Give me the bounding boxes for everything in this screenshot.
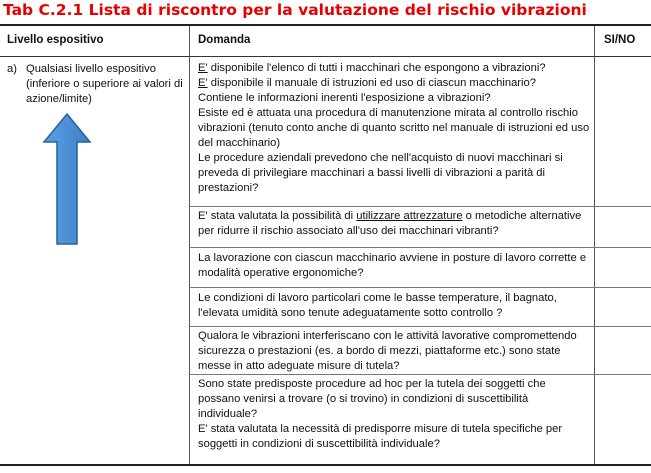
- row-divider: [189, 247, 651, 248]
- header-domanda: Domanda: [198, 34, 251, 46]
- question-line: E' disponibile il manuale di istruzioni ed uso di ciascun macchinario?: [198, 77, 536, 89]
- header-si-no: SI/NO: [604, 34, 636, 46]
- question-cell-5: Qualora le vibrazioni interferiscano con le attività lavorative compromettendo sicurezza o prestazioni (es. a bordo di mezzi, piattaforme etc.) sono state messe in atto adeguate misure di tutela?: [198, 330, 577, 372]
- question-cell-3: La lavorazione con ciascun macchinario avviene in posture di lavoro corrette e modalità operative ergonomiche?: [198, 252, 587, 279]
- column-divider: [189, 26, 190, 464]
- question-cell-2: E' stata valutata la possibilità di utilizzare attrezzature o metodiche alternative per ridurre il rischio associato all'uso dei macchinari vibranti?: [198, 210, 582, 237]
- header-divider: [0, 56, 651, 57]
- bottom-rule: [0, 464, 651, 466]
- question-line: Esiste ed è attuata una procedura di manutenzione mirata al controllo rischio vibrazioni (tenuto conto anche di quanto scritto nel manuale di istruzioni ed uso del macchinario): [198, 107, 590, 149]
- header-livello: Livello espositivo: [7, 34, 104, 46]
- page-title: Tab C.2.1 Lista di riscontro per la valutazione del rischio vibrazioni: [3, 1, 587, 19]
- level-label: a): [7, 63, 17, 75]
- question-cell-1: [198, 61, 590, 196]
- up-arrow-icon: [42, 112, 92, 246]
- question-cell-4: Le condizioni di lavoro particolari come le basse temperature, il bagnato, l'elevata umidità sono tenute adeguatamente sotto controllo ?: [198, 292, 557, 319]
- row-divider: [189, 206, 651, 207]
- row-divider: [189, 374, 651, 375]
- top-rule: [0, 24, 651, 26]
- question-line: Contiene le informazioni inerenti l'esposizione a vibrazioni?: [198, 92, 491, 104]
- question-line: E' disponibile l'elenco di tutti i macchinari che espongono a vibrazioni?: [198, 62, 546, 74]
- row-divider: [189, 326, 651, 327]
- question-line: Le procedure aziendali prevedono che nell'acquisto di nuovi macchinari si preveda di privilegiare macchinari a bassi livelli di vibrazioni a parità di prestazioni?: [198, 152, 563, 194]
- question-line: Sono state predisposte procedure ad hoc per la tutela dei soggetti che possano venirsi a trovare (o si trovino) in condizioni di suscettibilità individuale?: [198, 378, 546, 420]
- column-divider: [594, 26, 595, 464]
- level-text: Qualsiasi livello espositivo (inferiore o superiore ai valori di azione/limite): [26, 63, 183, 105]
- question-cell-6: [198, 377, 590, 452]
- row-divider: [189, 287, 651, 288]
- question-line: E' stata valutata la necessità di predisporre misure di tutela specifiche per soggetti in condizioni di suscettibilità individuale?: [198, 423, 563, 450]
